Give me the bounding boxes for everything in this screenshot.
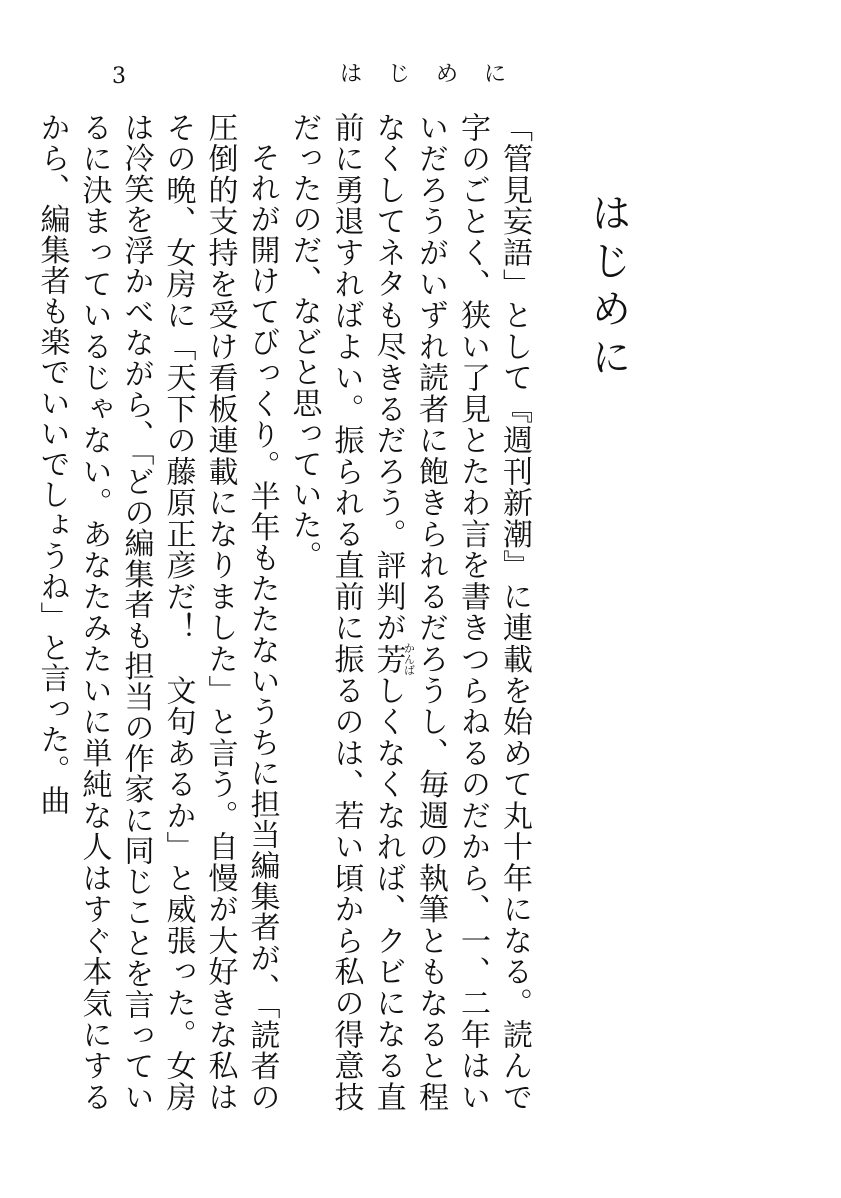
paragraph-1-text-before-ruby: 「管見妄語」として『週刊新潮』に連載を始めて丸十年になる。読んで字のごとく、狭い了見とたわ言を書きつらねるのだから、一、二年はいいだろうがいずれ読者に飽きられるだろうし、毎週の執筆ともなると程なくしてネタも尽きるだろう。評判が	[370, 112, 532, 1112]
paragraph-2: それが開けてびっくり。半年もたたないうちに担当編集者が、「読者の圧倒的支持を受け看板連載になりました」と言う。自慢が大好きな私はその晩、女房に「天下の藤原正彦だ！ 文句あるか」と威張った。女房は冷笑を浮かべながら、「どの編集者も担当の作家に同じことを言っているに決まっているじゃない。あなたみたいに単純な人はすぐ本気にするから、編集者も楽でいいでしょうね」と言った。曲	[34, 112, 280, 1112]
ruby-base: 芳	[370, 642, 406, 676]
body-text	[31, 112, 536, 1112]
page-number: 3	[112, 64, 126, 89]
running-head: はじめに	[340, 62, 533, 87]
paragraph-1	[283, 112, 536, 1112]
chapter-title: はじめに	[585, 192, 631, 384]
ruby-annotation	[370, 642, 416, 676]
paragraph-1-text-after-ruby: しくなくなれば、クビになる直前に勇退すればよい。振られる直前に振るのは、若い頃から私の得意技だったのだ、などと思っていた。	[286, 112, 406, 1112]
ruby-reading: かんば	[402, 642, 416, 676]
